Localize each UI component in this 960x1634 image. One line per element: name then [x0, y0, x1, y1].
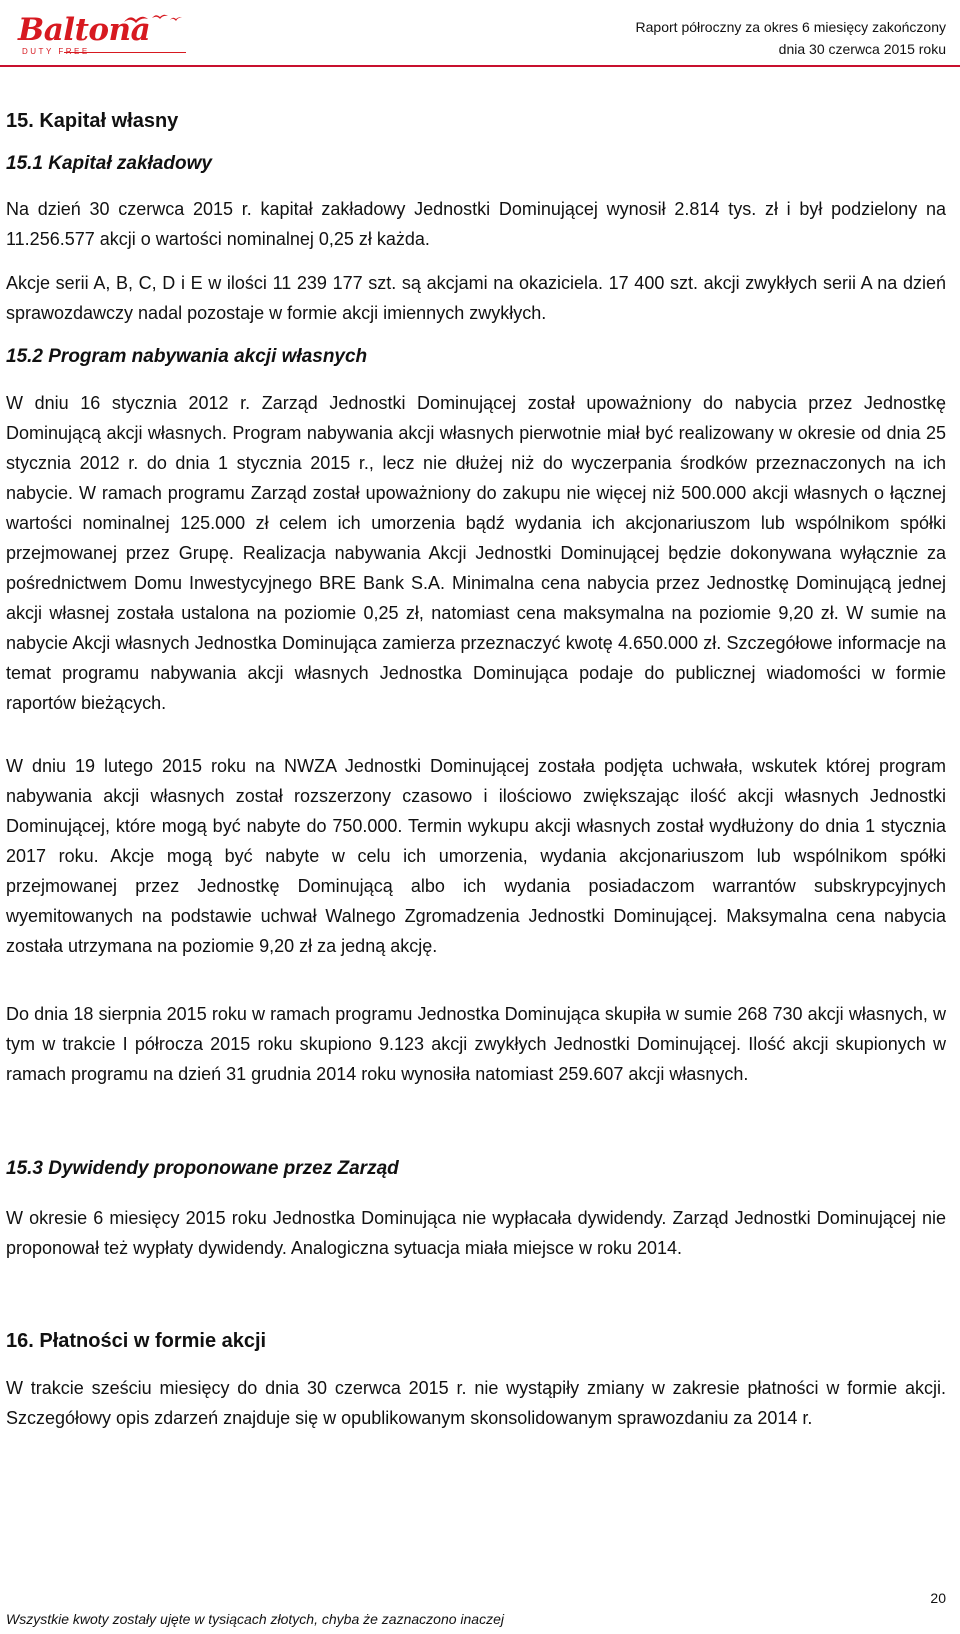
- header-divider: [0, 65, 960, 67]
- page-header: [0, 0, 960, 68]
- birds-icon: [122, 10, 184, 30]
- baltona-logo: [14, 10, 184, 56]
- section-15-2-paragraph-3: Do dnia 18 sierpnia 2015 roku w ramach programu Jednostka Dominująca skupiła w sumie 268 730 akcji własnych, w tym w trakcie I półrocza 2015 roku skupiono 9.123 akcji zwykłych Jednostki Dominującej. Ilość akcji skupionych w ramach programu na dzień 31 grudnia 2014 roku wynosiła natomiast 259.607 akcji własnych.: [6, 1004, 946, 1084]
- section-15-3-title: 15.3 Dywidendy proponowane przez Zarząd: [6, 1158, 399, 1179]
- section-15-2-title: 15.2 Program nabywania akcji własnych: [6, 346, 368, 367]
- section-15-title: 15. Kapitał własny: [6, 110, 179, 132]
- logo-subtitle: DUTY FREE: [22, 47, 90, 56]
- footer-note: Wszystkie kwoty zostały ujęte w tysiącach złotych, chyba że zaznaczono inaczej: [6, 1611, 504, 1627]
- section-16-title: 16. Płatności w formie akcji: [6, 1330, 267, 1352]
- section-15-2-paragraph-1: W dniu 16 stycznia 2012 r. Zarząd Jednostki Dominującej został upoważniony do nabycia przez Jednostkę Dominującą akcji własnych. Program nabywania akcji własnych pierwotnie miał być realizowany w okresie od dnia 25 stycznia 2012 r. do dnia 1 stycznia 2015 r., lecz nie dłużej niż do wyczerpania środków przeznaczonych na ich nabycie. W ramach programu Zarząd został upoważniony do zakupu nie więcej niż 500.000 akcji własnych o łącznej wartości nominalnej 125.000 zł celem ich umorzenia bądź wydania ich akcjonariuszom lub wspólnikom spółki przejmowanej przez Grupę. Realizacja nabywania Akcji Jednostki Dominującej będzie dokonywana wyłącznie za pośrednictwem Domu Inwestycyjnego BRE Bank S.A. Minimalna cena nabycia przez Jednostkę Dominującą jednej akcji własnej została ustalona na poziomie 0,25 zł, natomiast cena maksymalna na poziomie 9,20 zł. W sumie na nabycie Akcji własnych Jednostka Dominująca zamierza przeznaczyć kwotę 4.650.000 zł. Szczegółowe informacje na temat programu nabywania akcji własnych Jednostka Dominująca podaje do publicznej wiadomości w formie raportów bieżących.: [6, 393, 946, 713]
- page-number: 20: [930, 1590, 946, 1606]
- logo-wordmark: Baltona: [18, 12, 151, 48]
- section-15-1-paragraph-2: Akcje serii A, B, C, D i E w ilości 11 239 177 szt. są akcjami na okaziciela. 17 400 szt. akcji zwykłych serii A na dzień sprawozdawczy nadal pozostaje w formie akcji imiennych zwykłych.: [6, 273, 946, 323]
- section-15-3-paragraph-1: W okresie 6 miesięcy 2015 roku Jednostka Dominująca nie wypłacała dywidendy. Zarząd Jednostki Dominującej nie proponował też wypłaty dywidendy. Analogiczna sytuacja miała miejsce w roku 2014.: [6, 1208, 946, 1258]
- report-title: [636, 16, 946, 60]
- section-15-1-title: 15.1 Kapitał zakładowy: [6, 153, 212, 174]
- report-title-line1: Raport półroczny za okres 6 miesięcy zakończony: [635, 19, 946, 35]
- section-15-1-paragraph-1: Na dzień 30 czerwca 2015 r. kapitał zakładowy Jednostki Dominującej wynosił 2.814 tys. zł i był podzielony na 11.256.577 akcji o wartości nominalnej 0,25 zł każda.: [6, 199, 946, 249]
- report-title-line2: dnia 30 czerwca 2015 roku: [778, 41, 946, 57]
- section-16-paragraph-1: W trakcie sześciu miesięcy do dnia 30 czerwca 2015 r. nie wystąpiły zmiany w zakresie płatności w formie akcji. Szczegółowy opis zdarzeń znajduje się w opublikowanym skonsolidowanym sprawozdaniu za 2014 r.: [6, 1378, 946, 1428]
- section-15-2-paragraph-2: W dniu 19 lutego 2015 roku na NWZA Jednostki Dominującej została podjęta uchwała, wskutek której program nabywania akcji własnych został rozszerzony czasowo i ilościowo zwiększając ilość akcji własnych Jednostki Dominującej, które mogą być nabyte do 750.000. Termin wykupu akcji własnych został wydłużony do dnia 1 stycznia 2017 roku. Akcje mogą być nabyte w celu ich umorzenia, wydania akcjonariuszom lub wspólnikom spółki przejmowanej przez Jednostkę Dominującą albo ich wydania posiadaczom warrantów subskrypcyjnych wyemitowanych na podstawie uchwał Walnego Zgromadzenia Jednostki Dominującej. Maksymalna cena nabycia została utrzymana na poziomie 9,20 zł za jedną akcję.: [6, 756, 946, 956]
